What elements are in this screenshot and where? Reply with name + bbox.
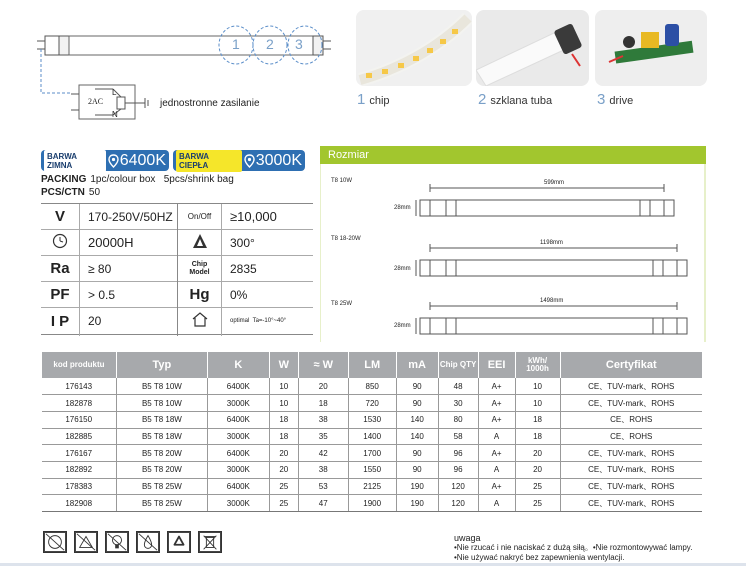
table-cell: 25 xyxy=(269,478,298,495)
no-dimmer-icon xyxy=(105,531,129,553)
table-cell: 90 xyxy=(396,461,438,478)
table-cell: 6400K xyxy=(207,411,269,428)
table-cell: 38 xyxy=(298,461,348,478)
table-cell: B5 T8 18W xyxy=(116,428,207,445)
ip-symbol: I P xyxy=(50,312,70,330)
table-cell: 10 xyxy=(269,378,298,395)
photo-caption-2 xyxy=(478,91,552,108)
table-cell: CE、TUV-mark、ROHS xyxy=(560,495,702,512)
col-header-ma: mA xyxy=(396,352,438,378)
weee-bin-icon xyxy=(198,531,222,553)
table-cell: B5 T8 20W xyxy=(116,461,207,478)
hg-symbol: Hg xyxy=(189,286,210,303)
driver-photo xyxy=(595,10,707,86)
table-cell: B5 T8 18W xyxy=(116,411,207,428)
table-cell: 18 xyxy=(269,411,298,428)
table-cell: 90 xyxy=(396,445,438,462)
photo-caption-3 xyxy=(597,91,633,108)
caption-text: drive xyxy=(609,95,634,107)
col-header-certificate: Certyfikat xyxy=(560,352,702,378)
table-cell: 18 xyxy=(515,411,560,428)
table-row xyxy=(42,495,703,512)
table-cell: 20 xyxy=(269,445,298,462)
table-cell: B5 T8 25W xyxy=(116,478,207,495)
ra-symbol: Ra xyxy=(50,260,70,277)
table-cell: 182878 xyxy=(42,395,117,412)
table-cell: 190 xyxy=(396,478,438,495)
table-cell: 3000K xyxy=(207,495,269,512)
badge-warm-tag: BARWA CIEPŁA xyxy=(176,150,242,172)
segment-2: 2 xyxy=(266,36,274,52)
pcs-label: PCS/CTN xyxy=(41,187,85,198)
table-cell: CE、TUV-mark、ROHS xyxy=(560,445,702,462)
voltage-value: 170-250V/50HZ xyxy=(88,209,173,224)
beam-angle-value: 300° xyxy=(230,235,255,250)
spec-lifetime xyxy=(41,230,177,256)
rozmiar-title: Rozmiar xyxy=(328,149,369,161)
table-cell: B5 T8 10W xyxy=(116,378,207,395)
uwaga-title: uwaga xyxy=(454,533,481,543)
table-cell: 720 xyxy=(348,395,396,412)
table-row xyxy=(42,461,703,478)
no-water-icon xyxy=(136,531,160,553)
table-cell: 18 xyxy=(269,428,298,445)
spec-beam-angle xyxy=(178,230,313,256)
table-cell: CE、ROHS xyxy=(560,428,702,445)
table-cell: A+ xyxy=(478,478,515,495)
chip-value: 2835 xyxy=(230,261,257,276)
uwaga-notes xyxy=(454,533,740,563)
table-cell: 190 xyxy=(396,495,438,512)
packing-value: 1pc/colour box 5pcs/shrink bag xyxy=(90,174,234,185)
table-cell: 18 xyxy=(515,428,560,445)
connector-label: 2AC xyxy=(88,97,104,106)
connector-l: L xyxy=(112,88,117,97)
tube2-length: 1198mm xyxy=(540,240,563,246)
table-row xyxy=(42,478,703,495)
segment-1: 1 xyxy=(232,36,240,52)
table-cell: 10 xyxy=(515,395,560,412)
spec-pf xyxy=(41,282,177,308)
table-cell: CE、TUV-mark、ROHS xyxy=(560,395,702,412)
table-cell: 1700 xyxy=(348,445,396,462)
table-cell: 1900 xyxy=(348,495,396,512)
spec-switching xyxy=(178,204,313,230)
photo-caption-1 xyxy=(357,91,390,108)
table-cell: 18 xyxy=(298,395,348,412)
table-cell: 30 xyxy=(438,395,478,412)
table-cell: 176143 xyxy=(42,378,117,395)
table-cell: 20 xyxy=(515,461,560,478)
table-cell: CE、TUV-mark、ROHS xyxy=(560,378,702,395)
product-table xyxy=(41,352,702,512)
tube2-model: T8 18-20W xyxy=(331,236,361,242)
glass-tube-photo xyxy=(476,10,589,86)
chip-photo xyxy=(356,10,472,86)
recycle-icon xyxy=(167,531,191,553)
table-header-row xyxy=(42,352,703,378)
specs-grid xyxy=(41,203,313,335)
table-cell: B5 T8 25W xyxy=(116,495,207,512)
uwaga-line-2: •Nie używać nakryć bez zapewnienia wentylacji. xyxy=(454,553,625,562)
table-cell: 25 xyxy=(515,478,560,495)
tube1-model: T8 10W xyxy=(331,178,353,184)
table-cell: 1400 xyxy=(348,428,396,445)
ip-value: 20 xyxy=(88,314,102,328)
table-cell: A xyxy=(478,428,515,445)
table-cell: A+ xyxy=(478,445,515,462)
table-cell: 176150 xyxy=(42,411,117,428)
table-cell: 20 xyxy=(298,378,348,395)
table-cell: 3000K xyxy=(207,395,269,412)
voltage-symbol: V xyxy=(54,208,65,225)
badge-cold-tag: BARWA ZIMNA xyxy=(44,150,106,172)
pf-symbol: PF xyxy=(50,286,70,303)
location-pin-icon xyxy=(108,154,119,168)
spec-temperature xyxy=(178,308,313,334)
rozmiar-header xyxy=(320,146,706,164)
table-cell: 96 xyxy=(438,445,478,462)
segment-3: 3 xyxy=(295,36,303,52)
tube2-diameter: 28mm xyxy=(394,266,411,272)
table-cell: A xyxy=(478,495,515,512)
spec-hg xyxy=(178,282,313,308)
table-cell: 1530 xyxy=(348,411,396,428)
pcs-value: 50 xyxy=(88,187,101,198)
table-cell: 120 xyxy=(438,495,478,512)
caption-number: 3 xyxy=(597,91,606,108)
table-cell: A+ xyxy=(478,378,515,395)
pcs-line xyxy=(41,187,100,198)
table-cell: 182892 xyxy=(42,461,117,478)
badge-cold-kelvin: 6400K xyxy=(119,151,166,169)
rozmiar-drawings xyxy=(320,164,706,344)
tube1-diameter: 28mm xyxy=(394,205,411,211)
col-header-chip-qty: Chip QTY xyxy=(438,352,478,378)
caption-number: 1 xyxy=(357,91,366,108)
table-cell: A+ xyxy=(478,411,515,428)
caption-text: szklana tuba xyxy=(490,95,553,107)
table-cell: 90 xyxy=(396,395,438,412)
caption-number: 2 xyxy=(478,91,487,108)
table-cell: A+ xyxy=(478,395,515,412)
beam-angle-icon xyxy=(192,233,208,249)
table-cell: 38 xyxy=(298,411,348,428)
uwaga-line-1: •Nie rzucać i nie naciskać z dużą siłą。•Nie rozmontowywać lampy. xyxy=(454,543,693,552)
table-cell: B5 T8 10W xyxy=(116,395,207,412)
badge-warm xyxy=(173,150,305,171)
table-cell: 20 xyxy=(269,461,298,478)
spec-ip xyxy=(41,308,177,334)
col-header-eei: EEI xyxy=(478,352,515,378)
table-cell: B5 T8 20W xyxy=(116,445,207,462)
table-cell: 20 xyxy=(515,445,560,462)
ra-value: ≥ 80 xyxy=(88,261,112,276)
table-row xyxy=(42,445,703,462)
table-cell: 25 xyxy=(515,495,560,512)
badge-cold xyxy=(41,150,169,171)
table-cell: 176167 xyxy=(42,445,117,462)
no-children-icon xyxy=(43,531,67,553)
table-cell: 96 xyxy=(438,461,478,478)
table-cell: 120 xyxy=(438,478,478,495)
tube1-length: 599mm xyxy=(544,180,565,186)
spec-voltage xyxy=(41,204,177,230)
table-row xyxy=(42,395,703,412)
house-icon xyxy=(191,311,209,327)
tube3-model: T8 25W xyxy=(331,301,353,307)
chip-label-line2: Model xyxy=(189,268,210,276)
packing-line xyxy=(41,174,234,185)
table-cell: 48 xyxy=(438,378,478,395)
pf-value: > 0.5 xyxy=(88,287,116,302)
tube3-diameter: 28mm xyxy=(394,323,411,329)
table-cell: 6400K xyxy=(207,478,269,495)
connector-n: N xyxy=(112,110,118,119)
spec-chip xyxy=(178,256,313,282)
col-header-watts: W xyxy=(269,352,298,378)
spec-ra xyxy=(41,256,177,282)
table-cell: 10 xyxy=(269,395,298,412)
table-cell: 178383 xyxy=(42,478,117,495)
table-cell: CE、TUV-mark、ROHS xyxy=(560,478,702,495)
table-cell: 140 xyxy=(396,411,438,428)
table-row xyxy=(42,428,703,445)
col-header-code: kod produktu xyxy=(42,352,117,378)
no-heat-icon xyxy=(74,531,98,553)
table-cell: CE、ROHS xyxy=(560,411,702,428)
switching-value: ≥10,000 xyxy=(230,209,277,224)
col-header-kelvin: K xyxy=(207,352,269,378)
table-cell: 140 xyxy=(396,428,438,445)
lifetime-value: 20000H xyxy=(88,235,134,250)
table-cell: CE、TUV-mark、ROHS xyxy=(560,461,702,478)
badge-warm-kelvin: 3000K xyxy=(255,151,302,169)
table-cell: 42 xyxy=(298,445,348,462)
temperature-value: optimal Ta=-10°~40° xyxy=(230,318,287,324)
on-off-icon: On/Off xyxy=(187,212,212,221)
table-cell: 182908 xyxy=(42,495,117,512)
table-cell: 58 xyxy=(438,428,478,445)
tube-diagram xyxy=(35,25,335,130)
table-cell: 90 xyxy=(396,378,438,395)
table-cell: 850 xyxy=(348,378,396,395)
table-cell: 25 xyxy=(269,495,298,512)
chip-model-label xyxy=(178,261,221,277)
table-cell: 35 xyxy=(298,428,348,445)
table-cell: 3000K xyxy=(207,428,269,445)
table-row xyxy=(42,411,703,428)
table-cell: 53 xyxy=(298,478,348,495)
table-cell: 80 xyxy=(438,411,478,428)
table-cell: 6400K xyxy=(207,378,269,395)
col-header-type: Typ xyxy=(116,352,207,378)
table-cell: 47 xyxy=(298,495,348,512)
col-header-lumen: LM xyxy=(348,352,396,378)
col-header-equivalent-watts: ≈ W xyxy=(298,352,348,378)
tube3-length: 1498mm xyxy=(540,298,564,304)
clock-icon xyxy=(52,233,68,249)
location-pin-icon xyxy=(244,154,255,168)
table-cell: 2125 xyxy=(348,478,396,495)
disposal-icons xyxy=(43,531,222,553)
table-cell: 182885 xyxy=(42,428,117,445)
chip-label-line1: Chip xyxy=(191,260,208,268)
hg-value: 0% xyxy=(230,287,248,302)
col-header-kwh: kWh/ 1000h xyxy=(515,352,560,378)
table-cell: 10 xyxy=(515,378,560,395)
supply-label: jednostronne zasilanie xyxy=(160,98,260,109)
table-cell: A xyxy=(478,461,515,478)
table-cell: 3000K xyxy=(207,461,269,478)
packing-label: PACKING xyxy=(41,174,87,185)
table-row xyxy=(42,378,703,395)
table-cell: 6400K xyxy=(207,445,269,462)
table-cell: 1550 xyxy=(348,461,396,478)
caption-text: chip xyxy=(369,95,390,107)
